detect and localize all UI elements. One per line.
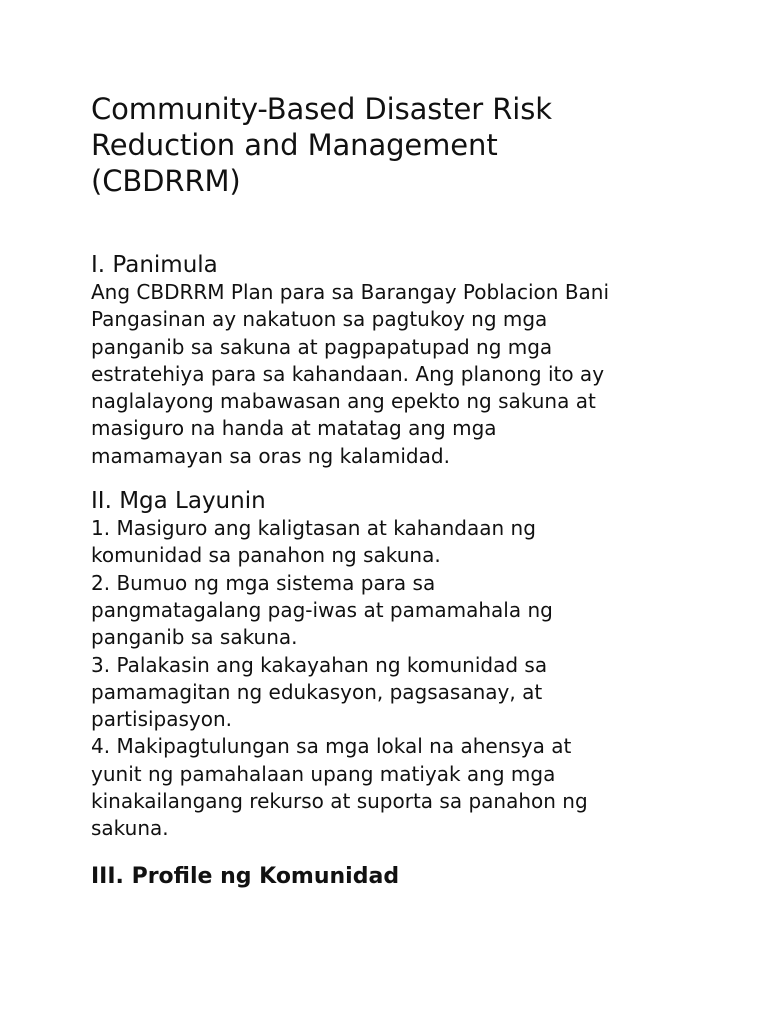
title-line: Reduction and Management: [91, 128, 498, 162]
title-line: Community-Based Disaster Risk: [91, 92, 552, 126]
goal-line: pamamagitan ng edukasyon, pagsasanay, at: [91, 679, 543, 704]
paragraph-line: naglalayong mabawasan ang epekto ng sakuna at: [91, 389, 596, 414]
goal-line: kinakailangang rekurso at suporta sa panahon ng: [91, 789, 588, 814]
goal-line: 4. Makipagtulungan sa mga lokal na ahensya at: [91, 734, 572, 759]
goal-item: [91, 652, 691, 734]
goal-item: [91, 733, 691, 842]
paragraph-line: masiguro na handa at matatag ang mga: [91, 416, 497, 441]
goal-line: 2. Bumuo ng mga sistema para sa: [91, 570, 436, 595]
goal-line: 3. Palakasin ang kakayahan ng komunidad sa: [91, 652, 548, 677]
section-goals: [91, 487, 691, 843]
document-title: [91, 91, 691, 199]
goal-line: 1. Masiguro ang kaligtasan at kahandaan ng: [91, 516, 536, 541]
paragraph-line: mamamayan sa oras ng kalamidad.: [91, 443, 450, 468]
section-heading-goals: II. Mga Layunin: [91, 488, 266, 515]
section-introduction: [91, 251, 691, 470]
goal-line: partisipasyon.: [91, 707, 233, 732]
section-heading-introduction: I. Panimula: [91, 252, 218, 278]
paragraph-line: Pangasinan ay nakatuon sa pagtukoy ng mga: [91, 307, 548, 332]
section-community-profile: [91, 863, 691, 891]
goal-line: panganib sa sakuna.: [91, 625, 298, 650]
title-line: (CBDRRM): [91, 164, 241, 198]
paragraph-line: Ang CBDRRM Plan para sa Barangay Poblacion Bani: [91, 280, 610, 304]
goal-item: [91, 515, 691, 570]
goal-line: pangmatagalang pag-iwas at pamamahala ng: [91, 597, 553, 622]
goal-line: sakuna.: [91, 816, 169, 841]
paragraph-line: panganib sa sakuna at pagpapatupad ng mga: [91, 334, 553, 359]
goal-item: [91, 570, 691, 652]
document-page: [91, 91, 691, 891]
goals-list: [91, 515, 691, 843]
introduction-paragraph: [91, 279, 691, 470]
paragraph-line: estratehiya para sa kahandaan. Ang planong ito ay: [91, 361, 605, 386]
section-heading-community-profile: III. Profile ng Komunidad: [91, 863, 400, 889]
goal-line: komunidad sa panahon ng sakuna.: [91, 543, 441, 568]
goal-line: yunit ng pamahalaan upang matiyak ang mga: [91, 761, 556, 786]
